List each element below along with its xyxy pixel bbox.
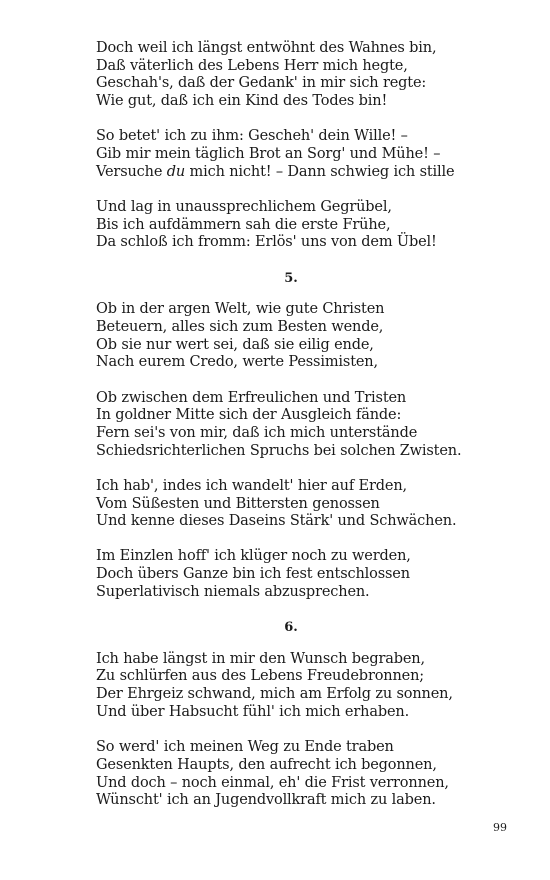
verse-line bbox=[96, 163, 455, 182]
verse-line: Geschah's, daß der Gedank' in mir sich regte: bbox=[96, 75, 427, 92]
stanza bbox=[96, 389, 462, 461]
verse-line: Schiedsrichterlichen Spruchs bei solchen Zwisten. bbox=[96, 442, 462, 459]
line-segment: Versuche bbox=[96, 163, 167, 180]
stanza bbox=[96, 128, 455, 181]
verse-line: In goldner Mitte sich der Ausgleich fände: bbox=[96, 407, 402, 424]
verse-line: Und über Habsucht fühl' ich mich erhaben. bbox=[96, 703, 410, 720]
verse-line: Wie gut, daß ich ein Kind des Todes bin! bbox=[96, 93, 388, 110]
stanza bbox=[96, 40, 437, 111]
verse-line: Da schloß ich fromm: Erlös' uns von dem Übel! bbox=[96, 234, 437, 251]
verse-line: Der Ehrgeiz schwand, mich am Erfolg zu sonnen, bbox=[96, 686, 453, 703]
stanza bbox=[96, 650, 453, 722]
stanza bbox=[96, 739, 449, 810]
verse-line: Daß väterlich des Lebens Herr mich hegte, bbox=[96, 57, 408, 74]
stanza bbox=[96, 477, 457, 531]
verse-line: Vom Süßesten und Bittersten genossen bbox=[96, 495, 380, 512]
verse-line: Und kenne dieses Daseins Stärk' und Schwächen. bbox=[96, 513, 457, 530]
verse-line: Bis ich aufdämmern sah die erste Frühe, bbox=[96, 216, 391, 233]
poem-text bbox=[96, 40, 462, 827]
verse-line: Gib mir mein täglich Brot an Sorg' und Mühe! – bbox=[96, 146, 441, 163]
verse-line: Ob in der argen Welt, wie gute Christen bbox=[96, 301, 385, 318]
verse-line: Fern sei's von mir, daß ich mich unterstände bbox=[96, 424, 418, 441]
verse-line: Doch übers Ganze bin ich fest entschlossen bbox=[96, 566, 410, 583]
section-number: 6. bbox=[284, 620, 298, 636]
verse-line: Ich habe längst in mir den Wunsch begraben, bbox=[96, 650, 425, 667]
verse-line: Beteuern, alles sich zum Besten wende, bbox=[96, 318, 384, 335]
verse-line: Ob sie nur wert sei, daß sie eilig ende, bbox=[96, 336, 374, 353]
emphasized-word: du bbox=[166, 163, 186, 180]
stanza bbox=[96, 301, 426, 372]
verse-line: Ob zwischen dem Erfreulichen und Tristen bbox=[96, 389, 407, 406]
verse-line: So werd' ich meinen Weg zu Ende traben bbox=[96, 739, 394, 756]
verse-line: Und lag in unaussprechlichem Gegrübel, bbox=[96, 198, 392, 215]
verse-line: Im Einzlen hoff' ich klüger noch zu werden, bbox=[96, 548, 411, 565]
verse-line: Und doch – noch einmal, eh' die Frist verronnen, bbox=[96, 774, 449, 791]
page-number: 99 bbox=[493, 821, 507, 834]
section-number: 5. bbox=[284, 270, 298, 286]
verse-line: Gesenkten Haupts, den aufrecht ich begonnen, bbox=[96, 756, 437, 773]
verse-line: Nach eurem Credo, werte Pessimisten, bbox=[96, 354, 378, 371]
verse-line: Doch weil ich längst entwöhnt des Wahnes bin, bbox=[96, 40, 437, 56]
line-segment: mich nicht! – Dann schwieg ich stille bbox=[185, 163, 455, 180]
stanza bbox=[96, 548, 426, 601]
verse-line: So betet' ich zu ihm: Gescheh' dein Wille! – bbox=[96, 128, 408, 145]
verse-line: Ich hab', indes ich wandelt' hier auf Erden, bbox=[96, 477, 407, 494]
verse-line: Superlativisch niemals abzusprechen. bbox=[96, 583, 370, 600]
verse-line: Wünscht' ich an Jugendvollkraft mich zu laben. bbox=[96, 792, 436, 809]
stanza bbox=[96, 198, 437, 252]
verse-line: Zu schlürfen aus des Lebens Freudebronnen; bbox=[96, 668, 425, 685]
